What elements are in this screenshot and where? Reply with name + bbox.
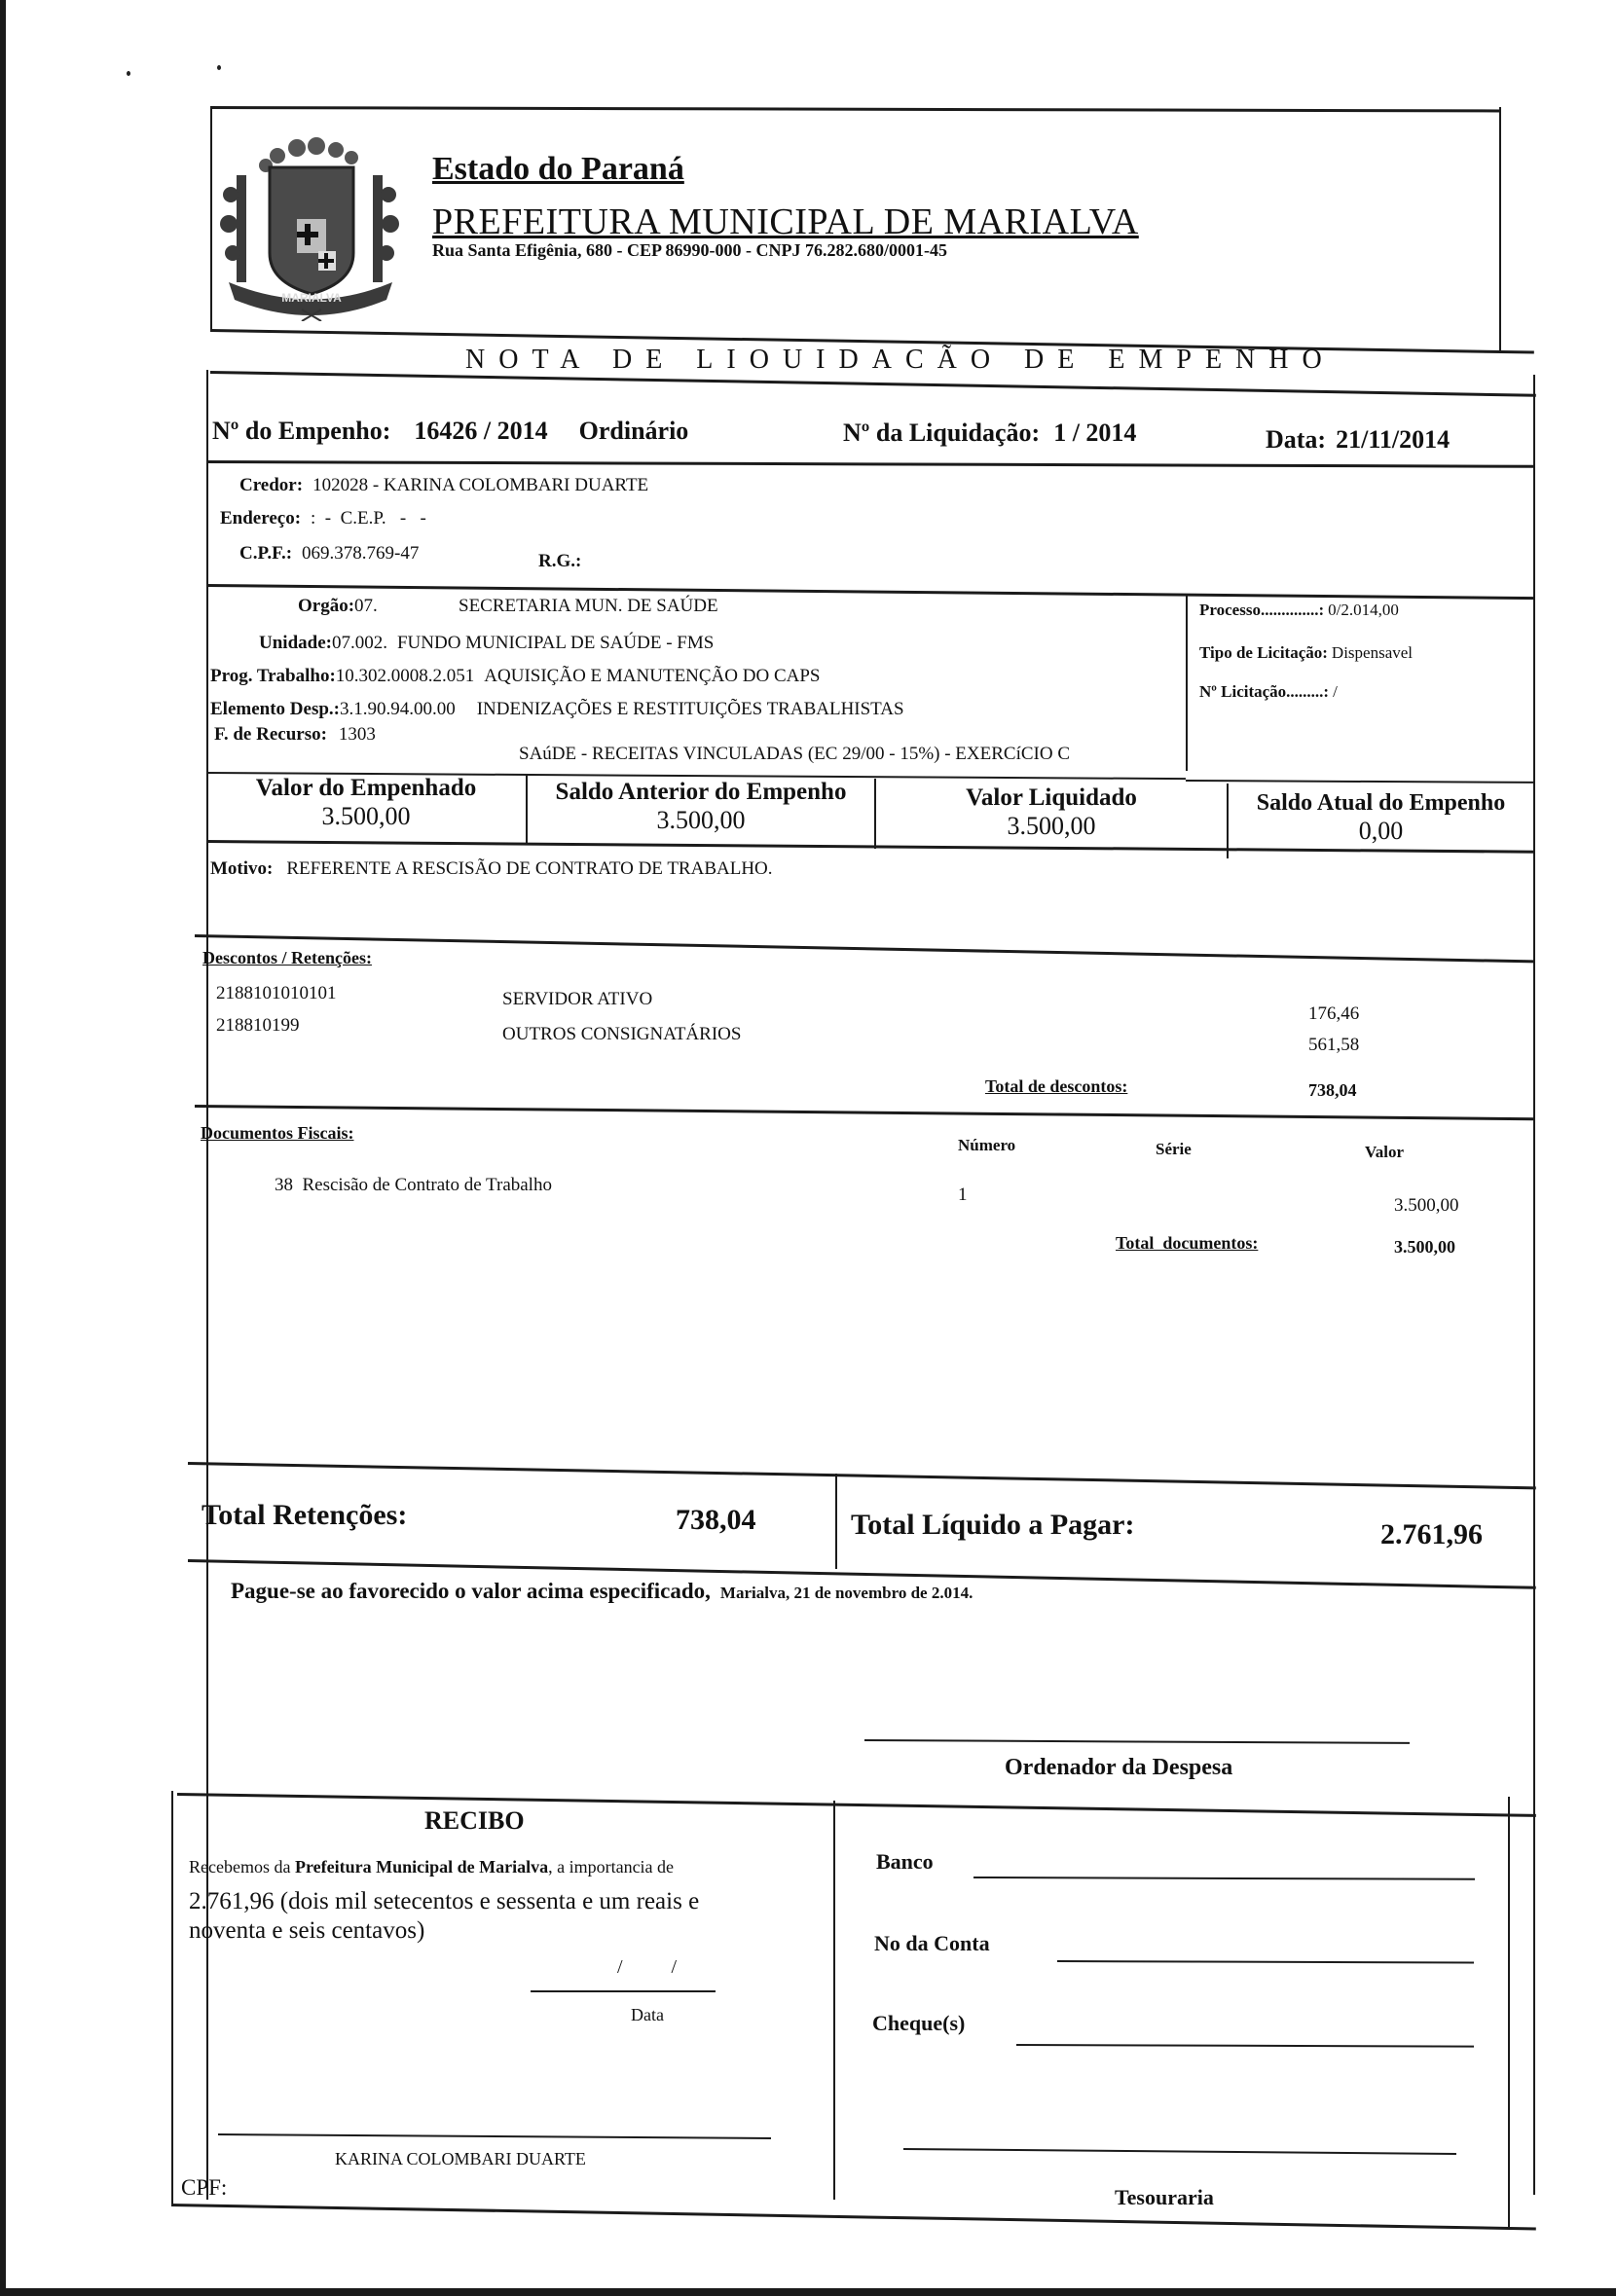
total-documentos-value: 3.500,00 bbox=[1394, 1237, 1455, 1257]
border-line bbox=[206, 460, 1535, 468]
header-address: Rua Santa Efigênia, 680 - CEP 86990-000 - CNPJ 76.282.680/0001-45 bbox=[432, 240, 948, 260]
processo-value: 0/2.014,00 bbox=[1328, 601, 1399, 619]
prog-trabalho-code: 10.302.0008.2.051 bbox=[335, 666, 475, 686]
tipo-licitacao-value: Dispensavel bbox=[1331, 643, 1414, 662]
desconto-value: 561,58 bbox=[1308, 1035, 1360, 1055]
rg-row bbox=[538, 551, 581, 572]
cpf-value: 069.378.769-47 bbox=[302, 543, 420, 564]
recibo-date-slashes: / / bbox=[617, 1956, 678, 1978]
desconto-code: 2188101010101 bbox=[216, 983, 337, 1003]
elemento-code: 3.1.90.94.00.00 bbox=[339, 699, 456, 719]
endereco-label: Endereço: bbox=[220, 508, 302, 528]
endereco-value: : - C.E.P. - - bbox=[311, 508, 426, 528]
liquidacao-label: Nº da Liquidação: bbox=[843, 419, 1041, 447]
border-line bbox=[1499, 107, 1501, 350]
svg-text:MARIALVA: MARIALVA bbox=[281, 291, 342, 305]
total-liquido-label: Total Líquido a Pagar: bbox=[851, 1509, 1135, 1541]
border-line bbox=[1508, 1797, 1510, 2227]
numero-licitacao-row bbox=[1199, 682, 1338, 702]
prog-trabalho-label: Prog. Trabalho: bbox=[210, 666, 336, 686]
border-line bbox=[1186, 596, 1188, 771]
unidade-row bbox=[259, 633, 714, 654]
date-line bbox=[531, 1990, 716, 1992]
cheque-label: Cheque(s) bbox=[872, 2011, 966, 2035]
elemento-row bbox=[210, 699, 904, 720]
pagamento-row bbox=[231, 1579, 973, 1604]
numero-licitacao-value: / bbox=[1333, 682, 1338, 701]
banco-label: Banco bbox=[876, 1849, 934, 1874]
cpf-row bbox=[239, 543, 419, 565]
signer-name: KARINA COLOMBARI DUARTE bbox=[335, 2149, 586, 2168]
valor-liquidado-label: Valor Liquidado bbox=[966, 784, 1137, 811]
empenho-number-value: 16426 / 2014 bbox=[414, 417, 548, 445]
orgao-row bbox=[298, 596, 718, 617]
border-line bbox=[206, 584, 1535, 600]
endereco-row bbox=[220, 508, 426, 529]
border-line bbox=[188, 1462, 1536, 1489]
desconto-code: 218810199 bbox=[216, 1015, 300, 1036]
saldo-anterior-value: 3.500,00 bbox=[656, 806, 746, 834]
total-descontos-value: 738,04 bbox=[1308, 1080, 1357, 1100]
saldo-atual-cell bbox=[1229, 790, 1533, 846]
orgao-code: 07. bbox=[354, 596, 378, 616]
motivo-row bbox=[210, 858, 773, 880]
desconto-description: SERVIDOR ATIVO bbox=[502, 989, 653, 1009]
signature-line bbox=[218, 2133, 771, 2139]
cheque-field-line[interactable] bbox=[1016, 2044, 1474, 2048]
tesouraria-label: Tesouraria bbox=[1115, 2185, 1214, 2209]
pagamento-place-date: Marialva, 21 de novembro de 2.014. bbox=[719, 1584, 973, 1602]
valor-empenhado-label: Valor do Empenhado bbox=[255, 775, 477, 801]
scan-speck bbox=[217, 65, 221, 70]
tipo-licitacao-label: Tipo de Licitação: bbox=[1199, 643, 1328, 662]
recurso-name: SAúDE - RECEITAS VINCULADAS (EC 29/00 - 15%) - EXERCíCIO C bbox=[519, 744, 1071, 764]
processo-label: Processo..............: bbox=[1199, 601, 1325, 619]
header-organization: PREFEITURA MUNICIPAL DE MARIALVA bbox=[432, 201, 1139, 242]
unidade-label: Unidade: bbox=[259, 633, 332, 653]
ordenador-label: Ordenador da Despesa bbox=[1005, 1755, 1233, 1780]
liquidacao-number bbox=[843, 419, 1136, 448]
recurso-row bbox=[214, 724, 376, 746]
saldo-atual-value: 0,00 bbox=[1358, 817, 1404, 845]
border-line bbox=[1186, 780, 1533, 784]
border-line bbox=[171, 2204, 1536, 2230]
unidade-code: 07.002. bbox=[331, 633, 387, 653]
banco-field-line[interactable] bbox=[973, 1877, 1475, 1880]
elemento-label: Elemento Desp.: bbox=[210, 699, 340, 719]
conta-field-line[interactable] bbox=[1057, 1960, 1474, 1963]
tipo-licitacao-row bbox=[1199, 643, 1413, 663]
desconto-value: 176,46 bbox=[1308, 1003, 1360, 1024]
recibo-amount-line2: noventa e seis centavos) bbox=[189, 1917, 425, 1944]
recurso-code: 1303 bbox=[338, 724, 376, 745]
saldo-anterior-label: Saldo Anterior do Empenho bbox=[555, 779, 847, 805]
scan-edge bbox=[0, 2288, 1616, 2296]
valor-empenhado-cell bbox=[206, 775, 526, 831]
signature-line bbox=[903, 2148, 1456, 2155]
scan-edge bbox=[0, 0, 6, 2296]
signature-line bbox=[864, 1739, 1410, 1744]
border-line bbox=[195, 1105, 1534, 1120]
documentos-header-valor: Valor bbox=[1365, 1143, 1404, 1161]
border-line bbox=[1533, 375, 1535, 2195]
documento-numero: 1 bbox=[958, 1184, 968, 1205]
scan-speck bbox=[127, 71, 130, 76]
credor-value: 102028 - KARINA COLOMBARI DUARTE bbox=[312, 475, 649, 495]
recibo-title: RECIBO bbox=[424, 1806, 525, 1835]
documentos-header-serie: Série bbox=[1156, 1140, 1192, 1158]
border-line bbox=[177, 1793, 1536, 1817]
documento-description: 38 Rescisão de Contrato de Trabalho bbox=[275, 1175, 552, 1195]
saldo-atual-label: Saldo Atual do Empenho bbox=[1256, 790, 1506, 816]
border-line bbox=[835, 1474, 837, 1569]
credor-row bbox=[239, 475, 648, 496]
documento-valor: 3.500,00 bbox=[1394, 1195, 1459, 1216]
border-line bbox=[833, 1801, 835, 2200]
header-state: Estado do Paraná bbox=[432, 151, 684, 187]
valor-liquidado-value: 3.500,00 bbox=[1007, 812, 1096, 840]
descontos-title: Descontos / Retenções: bbox=[202, 948, 372, 967]
numero-licitacao-label: Nº Licitação.........: bbox=[1199, 682, 1330, 701]
liquidacao-value: 1 / 2014 bbox=[1053, 419, 1137, 447]
orgao-label: Orgão: bbox=[298, 596, 355, 616]
date-label: Data: bbox=[1266, 425, 1327, 454]
total-retencoes-label: Total Retenções: bbox=[202, 1499, 408, 1531]
prog-trabalho-row bbox=[210, 666, 820, 687]
valor-liquidado-cell bbox=[876, 784, 1227, 841]
date-value: 21/11/2014 bbox=[1336, 425, 1451, 454]
motivo-label: Motivo: bbox=[210, 858, 274, 879]
cpf-signature-label: CPF: bbox=[181, 2175, 228, 2200]
processo-row bbox=[1199, 601, 1399, 620]
border-line bbox=[195, 934, 1534, 963]
valor-empenhado-value: 3.500,00 bbox=[321, 802, 411, 830]
credor-label: Credor: bbox=[239, 475, 304, 495]
total-descontos-label: Total de descontos: bbox=[985, 1076, 1128, 1096]
empenho-type: Ordinário bbox=[578, 417, 689, 445]
recibo-text-prefix: Recebemos da bbox=[189, 1857, 295, 1877]
document-title: NOTA DE LIOUIDACÃO DE EMPENHO bbox=[465, 345, 1336, 375]
conta-label: No da Conta bbox=[874, 1931, 990, 1955]
documentos-header-numero: Número bbox=[958, 1136, 1016, 1154]
orgao-name: SECRETARIA MUN. DE SAÚDE bbox=[459, 596, 718, 616]
total-documentos-label: Total documentos: bbox=[1116, 1233, 1259, 1253]
desconto-description: OUTROS CONSIGNATÁRIOS bbox=[502, 1024, 742, 1044]
motivo-value: REFERENTE A RESCISÃO DE CONTRATO DE TRABALHO. bbox=[286, 858, 773, 879]
recibo-date-label: Data bbox=[631, 2005, 664, 2024]
descontos-item bbox=[216, 1015, 300, 1037]
cpf-label: C.P.F.: bbox=[239, 543, 293, 564]
empenho-number bbox=[212, 417, 688, 446]
saldo-anterior-cell bbox=[528, 779, 874, 835]
total-retencoes-value: 738,04 bbox=[676, 1504, 756, 1536]
recibo-text-bold: Prefeitura Municipal de Marialva bbox=[294, 1857, 549, 1877]
recibo-text-suffix: , a importancia de bbox=[548, 1857, 675, 1877]
prog-trabalho-name: AQUISIÇÃO E MANUTENÇÃO DO CAPS bbox=[484, 666, 821, 686]
coat-of-arms-icon bbox=[209, 136, 409, 321]
recurso-label: F. de Recurso: bbox=[214, 724, 327, 745]
elemento-name: INDENIZAÇÕES E RESTITUIÇÕES TRABALHISTAS bbox=[476, 699, 904, 719]
recibo-text bbox=[189, 1857, 674, 1877]
rg-label: R.G.: bbox=[538, 551, 582, 571]
empenho-number-label: Nº do Empenho: bbox=[212, 417, 391, 445]
document-date bbox=[1266, 425, 1450, 455]
total-liquido-value: 2.761,96 bbox=[1380, 1518, 1483, 1550]
pagamento-text: Pague-se ao favorecido o valor acima especificado, bbox=[231, 1579, 711, 1603]
unidade-name: FUNDO MUNICIPAL DE SAÚDE - FMS bbox=[396, 633, 715, 653]
border-line bbox=[171, 1791, 173, 2205]
recibo-amount-line1: 2.761,96 (dois mil setecentos e sessenta e um reais e bbox=[189, 1888, 700, 1914]
documentos-title: Documentos Fiscais: bbox=[201, 1123, 354, 1143]
descontos-item bbox=[216, 983, 337, 1004]
border-line bbox=[210, 106, 1501, 112]
